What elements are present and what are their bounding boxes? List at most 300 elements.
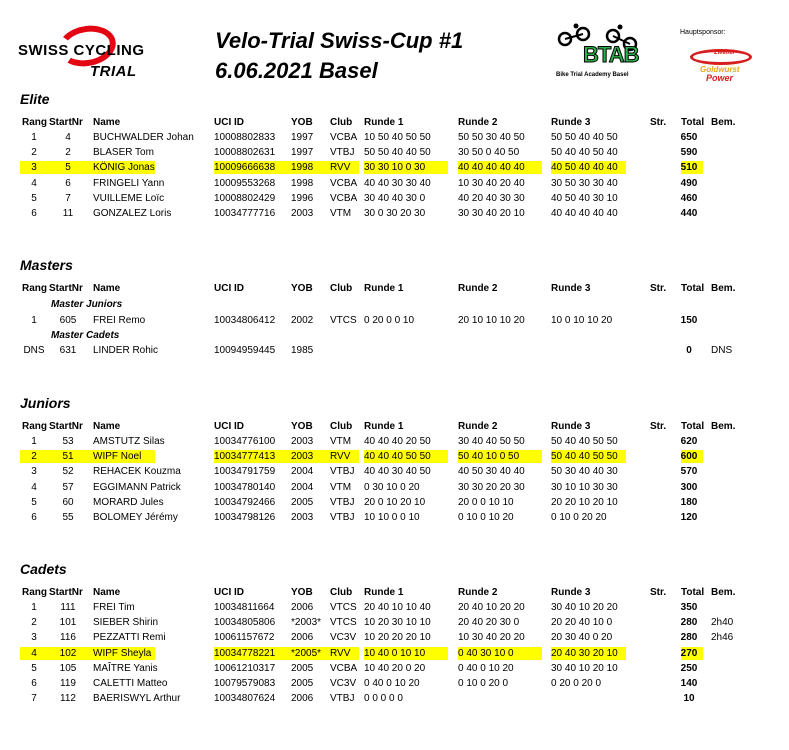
cell-r2: 0 40 0 10 20 (458, 662, 514, 674)
sponsor-brand: Zweifel (714, 50, 735, 56)
cell-r3: 40 50 40 30 10 (551, 192, 618, 204)
cell-name: MAÎTRE Yanis (93, 662, 158, 674)
cell-start: 51 (62, 451, 74, 463)
category-subtitle-text: Master Cadets (51, 330, 120, 341)
cell-bem: 2h46 (711, 632, 734, 644)
cell-name: WIPF Noel (93, 451, 142, 463)
cell-r1: 30 40 40 30 0 (364, 192, 426, 204)
cell-uci: 10034806412 (214, 315, 276, 326)
cell-r1: 40 40 30 40 50 (364, 466, 431, 478)
cell-r1: 40 40 40 50 50 (364, 451, 431, 463)
cell-r1: 40 40 40 20 50 (364, 436, 431, 447)
btab-caption: Bike Trial Academy Basel (556, 72, 629, 78)
cell-yob: 2004 (291, 481, 314, 493)
cell-start: 119 (60, 678, 76, 689)
cell-club: VCBA (330, 662, 358, 674)
cell-total: 460 (680, 192, 698, 204)
table-row (0, 464, 789, 479)
header-r3: Runde 3 (551, 283, 591, 294)
cell-yob: 2003 (291, 436, 314, 447)
cell-rang: 2 (31, 147, 37, 159)
cell-rang: 2 (31, 451, 37, 463)
cell-total: 180 (680, 496, 698, 508)
cell-r2: 30 40 40 50 50 (458, 436, 525, 447)
table-row (0, 434, 789, 449)
cell-uci: 10034805806 (214, 617, 276, 629)
btab-logo (548, 22, 648, 82)
cell-club: VTCS (330, 315, 357, 326)
table-row (0, 510, 789, 525)
cell-r1: 40 40 30 30 40 (364, 177, 431, 189)
header-r1: Runde 1 (364, 587, 404, 598)
cell-rang: 1 (31, 602, 37, 613)
header-start: StartNr (49, 117, 83, 128)
cell-yob: 2003 (291, 208, 314, 219)
header-club: Club (330, 117, 353, 128)
cell-r2: 20 40 10 20 20 (458, 602, 525, 613)
header-rang: Rang (22, 421, 47, 432)
cell-uci: 10034807624 (214, 693, 276, 705)
cell-r3: 50 40 40 50 50 (551, 436, 618, 447)
cell-start: 5 (65, 162, 71, 174)
cell-rang: 4 (31, 647, 37, 659)
header-r1: Runde 1 (364, 117, 404, 128)
cell-yob: 2003 (291, 512, 314, 523)
header-yob: YOB (291, 283, 313, 294)
table-row (0, 343, 789, 358)
header-uci: UCI ID (214, 587, 244, 598)
cell-start: 55 (62, 512, 74, 523)
category-subtitle-text: Master Juniors (51, 299, 123, 310)
cell-r1: 0 0 0 0 0 (364, 693, 403, 705)
header-start: StartNr (49, 421, 83, 432)
cell-r2: 0 10 0 10 20 (458, 512, 514, 523)
btab-letters: BTAB (583, 42, 639, 67)
header-r3: Runde 3 (551, 587, 591, 598)
cell-club: RVV (330, 162, 351, 174)
cell-yob: 1998 (291, 177, 314, 189)
table-row (0, 160, 789, 175)
cell-r2: 50 40 10 0 50 (458, 451, 520, 463)
cell-name: REHACEK Kouzma (93, 466, 181, 478)
cell-name: BLASER Tom (93, 147, 154, 159)
cell-uci: 10008802429 (214, 192, 276, 204)
header-r2: Runde 2 (458, 283, 498, 294)
cell-start: 11 (62, 208, 74, 219)
cell-r2: 40 40 40 40 40 (458, 162, 525, 174)
cell-name: BUCHWALDER Johan (93, 132, 194, 143)
cell-uci: 10009666638 (214, 162, 276, 174)
table-row (0, 495, 789, 510)
header-rang: Rang (22, 283, 47, 294)
cell-rang: 6 (31, 208, 37, 219)
cell-yob: 2004 (291, 466, 314, 478)
cell-club: VTM (330, 481, 352, 493)
cell-club: VCBA (330, 132, 358, 143)
cell-yob: 2006 (291, 632, 314, 644)
cell-total: 10 (683, 693, 695, 705)
header-r3: Runde 3 (551, 421, 591, 432)
cell-name: BOLOMEY Jérémy (93, 512, 178, 523)
cell-total: 490 (680, 177, 698, 189)
cell-name: PEZZATTI Remi (93, 632, 166, 644)
cell-total: 300 (680, 481, 698, 493)
cell-r3: 20 20 10 20 10 (551, 496, 618, 508)
header-yob: YOB (291, 587, 313, 598)
cell-r1: 0 40 0 10 20 (364, 678, 420, 689)
cell-total: 280 (680, 632, 698, 644)
category-subtitle (0, 297, 789, 312)
header-total: Total (681, 117, 705, 128)
sponsor-word2: Power (706, 73, 734, 83)
header-rang: Rang (22, 117, 47, 128)
title-line2: 6.06.2021 Basel (215, 58, 378, 83)
header-str: Str. (650, 117, 667, 128)
cell-r2: 0 40 30 10 0 (458, 647, 514, 659)
header-r1: Runde 1 (364, 283, 404, 294)
cell-rang: DNS (23, 345, 45, 356)
cell-rang: 5 (31, 662, 37, 674)
cell-r2: 40 20 40 30 30 (458, 192, 525, 204)
swiss-cycling-trial-logo (18, 26, 153, 86)
cell-yob: 2006 (291, 602, 314, 613)
header-rang: Rang (22, 587, 47, 598)
cell-club: VCBA (330, 192, 358, 204)
header-club: Club (330, 587, 353, 598)
cell-uci: 10009553268 (214, 177, 276, 189)
cell-r3: 20 30 40 0 20 (551, 632, 613, 644)
cell-name: FREI Tim (93, 602, 135, 613)
table-row (0, 313, 789, 328)
cell-r2: 30 50 0 40 50 (458, 147, 520, 159)
cell-r1: 20 40 10 10 40 (364, 602, 431, 613)
table-header-row (0, 419, 789, 434)
cell-start: 105 (59, 662, 77, 674)
cell-r3: 10 0 10 10 20 (551, 315, 613, 326)
cell-total: 350 (680, 602, 698, 613)
cell-club: VC3V (330, 678, 357, 689)
cell-yob: 2003 (291, 451, 314, 463)
cell-r1: 20 0 10 20 10 (364, 496, 426, 508)
cell-club: VTBJ (330, 693, 355, 705)
table-row (0, 691, 789, 706)
cell-yob: 1997 (291, 147, 314, 159)
cell-total: 620 (680, 436, 698, 447)
cell-start: 6 (65, 177, 71, 189)
cell-rang: 6 (31, 512, 37, 523)
cell-total: 0 (686, 345, 692, 356)
cell-r1: 10 20 30 10 10 (364, 617, 431, 629)
cell-r1: 10 20 20 20 10 (364, 632, 431, 644)
cell-start: 52 (62, 466, 74, 478)
cell-club: VTCS (330, 617, 357, 629)
header-r2: Runde 2 (458, 587, 498, 598)
cell-r1: 10 10 0 0 10 (364, 512, 420, 523)
cell-start: 111 (60, 602, 76, 613)
cell-r2: 30 30 20 20 30 (458, 481, 525, 493)
cell-uci: 10061210317 (214, 662, 276, 674)
cell-rang: 3 (31, 632, 37, 644)
cell-r1: 10 40 0 10 10 (364, 647, 426, 659)
cell-r3: 20 40 30 20 10 (551, 647, 618, 659)
cell-start: 53 (62, 436, 74, 447)
sponsor-label: Hauptsponsor: (680, 29, 726, 36)
cell-r3: 50 40 40 50 50 (551, 451, 618, 463)
cell-r1: 50 50 40 40 50 (364, 147, 431, 159)
cell-total: 280 (680, 617, 698, 629)
cell-r2: 0 10 0 20 0 (458, 678, 509, 689)
header-str: Str. (650, 421, 667, 432)
header-str: Str. (650, 587, 667, 598)
cell-yob: 1997 (291, 132, 314, 143)
table-row (0, 661, 789, 676)
cell-rang: 4 (31, 177, 37, 189)
cell-r1: 10 40 20 0 20 (364, 662, 426, 674)
cell-uci: 10034811664 (214, 602, 275, 613)
logo-sc-line2: TRIAL (90, 63, 137, 80)
header-r2: Runde 2 (458, 421, 498, 432)
header-yob: YOB (291, 421, 313, 432)
table-header-row (0, 115, 789, 130)
cell-uci: 10061157672 (214, 632, 275, 644)
cell-rang: 3 (31, 466, 37, 478)
cell-start: 4 (65, 132, 71, 143)
cell-total: 600 (680, 451, 698, 463)
cell-yob: 2005 (291, 678, 314, 689)
cell-total: 590 (680, 147, 698, 159)
cell-yob: 1985 (291, 345, 314, 356)
cell-bem: 2h40 (711, 617, 734, 629)
table-row (0, 600, 789, 615)
cell-r3: 50 40 40 50 40 (551, 147, 618, 159)
page-title (215, 26, 463, 86)
cell-name: KÖNIG Jonas (93, 162, 155, 174)
cell-uci: 10008802833 (214, 132, 276, 143)
cell-r1: 0 20 0 0 10 (364, 315, 415, 326)
cell-club: RVV (330, 647, 351, 659)
header-uci: UCI ID (214, 117, 244, 128)
cell-uci: 10034776100 (214, 436, 276, 447)
cell-uci: 10034777413 (214, 451, 276, 463)
cell-name: BAERISWYL Arthur (93, 693, 181, 705)
cell-uci: 10034778221 (214, 647, 276, 659)
sponsor-logo (680, 45, 770, 90)
header-start: StartNr (49, 587, 83, 598)
cell-yob: *2005* (291, 647, 322, 659)
header-club: Club (330, 283, 353, 294)
cell-start: 57 (62, 481, 74, 493)
cell-r3: 30 10 10 30 30 (551, 481, 618, 493)
header-uci: UCI ID (214, 421, 244, 432)
cell-name: CALETTI Matteo (93, 678, 168, 689)
cell-club: VTBJ (330, 466, 355, 478)
table-row (0, 449, 789, 464)
cell-start: 631 (59, 345, 77, 356)
cell-total: 120 (680, 512, 698, 523)
cell-name: VUILLEME Loïc (93, 192, 165, 204)
sponsor-word1: Goldwurst (700, 65, 740, 74)
header-total: Total (681, 283, 705, 294)
cell-bem: DNS (711, 345, 733, 356)
cell-yob: 2006 (291, 693, 314, 705)
cell-start: 605 (59, 315, 77, 326)
cell-r2: 10 30 40 20 20 (458, 632, 525, 644)
cell-rang: 4 (31, 481, 37, 493)
header-name: Name (93, 283, 121, 294)
table-header-row (0, 585, 789, 600)
logo-sc-line1: SWISS CYCLING (18, 42, 145, 59)
cell-total: 150 (680, 315, 698, 326)
cell-uci: 10034798126 (214, 512, 276, 523)
cell-total: 270 (680, 647, 698, 659)
header-name: Name (93, 117, 121, 128)
cell-name: FRINGELI Yann (93, 177, 165, 189)
cell-rang: 3 (31, 162, 37, 174)
cell-r1: 10 50 40 50 50 (364, 132, 431, 143)
cell-name: AMSTUTZ Silas (93, 436, 165, 447)
header-start: StartNr (49, 283, 83, 294)
cell-club: RVV (330, 451, 351, 463)
cell-start: 101 (59, 617, 77, 629)
cell-uci: 10008802631 (214, 147, 276, 159)
cell-uci: 10034780140 (214, 481, 276, 493)
table-row (0, 480, 789, 495)
cell-uci: 10094959445 (214, 345, 276, 356)
section-title-elite: Elite (20, 91, 50, 107)
table-row (0, 130, 789, 145)
header-bem: Bem. (711, 421, 736, 432)
table-header-row (0, 281, 789, 296)
cell-yob: 2005 (291, 496, 314, 508)
cell-r2: 20 10 10 10 20 (458, 315, 525, 326)
cell-yob: 1998 (291, 162, 314, 174)
cell-name: WIPF Sheyla (93, 647, 152, 659)
header-r1: Runde 1 (364, 421, 404, 432)
cell-uci: 10079579083 (214, 678, 276, 689)
cell-total: 250 (680, 662, 698, 674)
cell-name: FREI Remo (93, 315, 146, 326)
cell-r3: 0 10 0 20 20 (551, 512, 607, 523)
header-total: Total (681, 587, 705, 598)
cell-r1: 0 30 10 0 20 (364, 481, 420, 493)
cell-r1: 30 0 30 20 30 (364, 208, 426, 219)
cell-yob: 2002 (291, 315, 314, 326)
cell-club: VCBA (330, 177, 358, 189)
cell-start: 7 (65, 192, 71, 204)
header-name: Name (93, 587, 121, 598)
cell-r3: 30 40 10 20 10 (551, 662, 618, 674)
cell-rang: 6 (31, 678, 37, 689)
cell-name: GONZALEZ Loris (93, 208, 172, 219)
cell-rang: 7 (31, 693, 37, 705)
cell-r2: 20 0 0 10 10 (458, 496, 514, 508)
header-bem: Bem. (711, 283, 736, 294)
cell-start: 2 (65, 147, 71, 159)
cell-club: VTCS (330, 602, 357, 613)
table-row (0, 646, 789, 661)
cell-total: 140 (680, 678, 698, 689)
table-row (0, 615, 789, 630)
cell-yob: *2003* (291, 617, 322, 629)
cell-uci: 10034777716 (214, 208, 276, 219)
cell-r3: 40 40 40 40 40 (551, 208, 618, 219)
header-total: Total (681, 421, 705, 432)
cell-start: 112 (60, 693, 76, 705)
table-row (0, 676, 789, 691)
cell-name: SIEBER Shirin (93, 617, 159, 629)
cell-r2: 20 40 20 30 0 (458, 617, 520, 629)
cell-yob: 1996 (291, 192, 314, 204)
cell-club: VTM (330, 436, 352, 447)
cell-club: VTM (330, 208, 352, 219)
cell-r2: 10 30 40 20 40 (458, 177, 525, 189)
cell-club: VTBJ (330, 496, 355, 508)
cell-total: 510 (680, 162, 698, 174)
cell-uci: 10034791759 (214, 466, 276, 478)
header-club: Club (330, 421, 353, 432)
cell-rang: 5 (31, 496, 37, 508)
category-subtitle (0, 328, 789, 343)
cell-r2: 30 30 40 20 10 (458, 208, 525, 219)
cell-name: EGGIMANN Patrick (93, 481, 181, 493)
cell-rang: 1 (31, 436, 37, 447)
cell-name: MORARD Jules (93, 496, 164, 508)
cell-r3: 30 50 30 30 40 (551, 177, 618, 189)
header-uci: UCI ID (214, 283, 244, 294)
cell-club: VTBJ (330, 512, 355, 523)
cell-total: 440 (680, 208, 698, 219)
cell-r3: 30 40 10 20 20 (551, 602, 618, 613)
cell-r3: 50 30 40 40 30 (551, 466, 618, 478)
cell-start: 116 (60, 632, 76, 644)
header-str: Str. (650, 283, 667, 294)
section-title-juniors: Juniors (20, 395, 71, 411)
cell-start: 102 (59, 647, 77, 659)
cell-r3: 0 20 0 20 0 (551, 678, 602, 689)
cell-rang: 2 (31, 617, 37, 629)
cell-yob: 2005 (291, 662, 314, 674)
cell-rang: 5 (31, 192, 37, 204)
cell-rang: 1 (31, 315, 37, 326)
section-title-cadets: Cadets (20, 561, 67, 577)
cell-total: 650 (680, 132, 698, 143)
cell-r3: 20 20 40 10 0 (551, 617, 613, 629)
cell-start: 60 (62, 496, 74, 508)
cell-r2: 40 50 30 40 40 (458, 466, 525, 478)
cell-club: VC3V (330, 632, 357, 644)
table-row (0, 145, 789, 160)
table-row (0, 206, 789, 221)
header-bem: Bem. (711, 117, 736, 128)
header-yob: YOB (291, 117, 313, 128)
cell-rang: 1 (31, 132, 37, 143)
header-name: Name (93, 421, 121, 432)
title-line1: Velo-Trial Swiss-Cup #1 (215, 28, 464, 53)
header-r3: Runde 3 (551, 117, 591, 128)
section-title-masters: Masters (20, 257, 73, 273)
header-bem: Bem. (711, 587, 736, 598)
cell-r3: 50 50 40 40 50 (551, 132, 618, 143)
cell-uci: 10034792466 (214, 496, 276, 508)
cell-r2: 50 50 30 40 50 (458, 132, 525, 143)
header-r2: Runde 2 (458, 117, 498, 128)
cell-r3: 40 50 40 40 40 (551, 162, 618, 174)
cell-name: LINDER Rohic (93, 345, 159, 356)
table-row (0, 191, 789, 206)
cell-r1: 30 30 10 0 30 (364, 162, 426, 174)
table-row (0, 176, 789, 191)
cell-club: VTBJ (330, 147, 355, 159)
